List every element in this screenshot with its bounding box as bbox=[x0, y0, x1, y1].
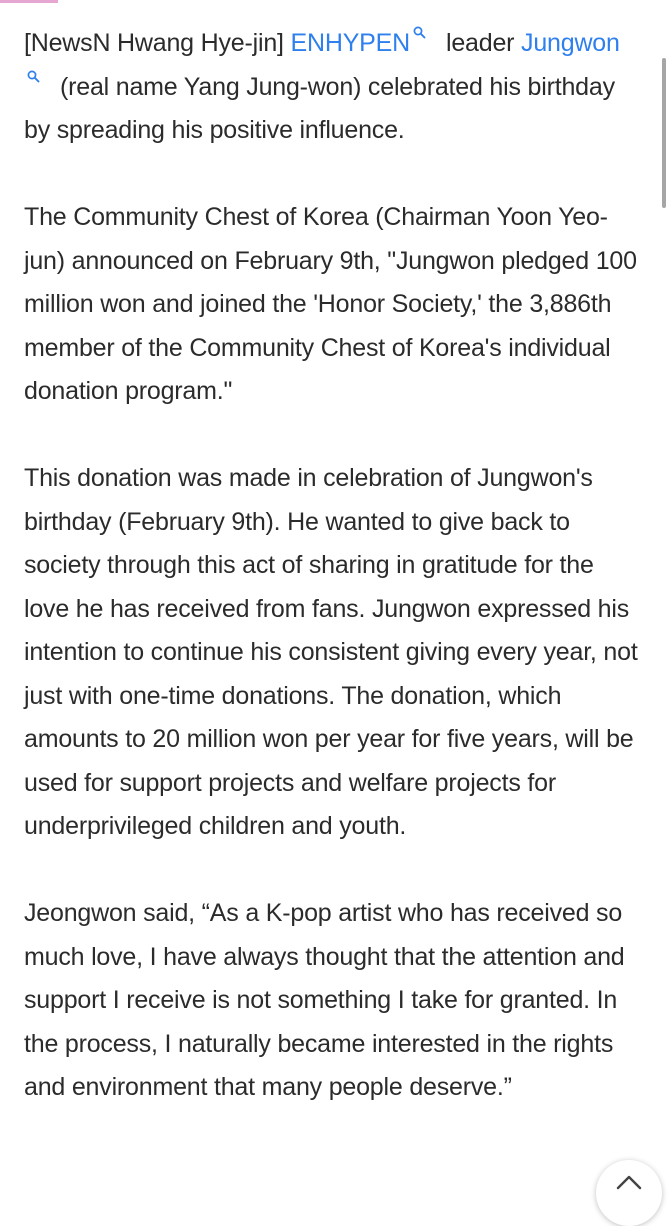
floating-action-button[interactable] bbox=[596, 1160, 662, 1226]
keyword-link-enhypen[interactable]: ENHYPEN bbox=[290, 29, 410, 57]
search-icon[interactable] bbox=[27, 70, 40, 83]
article-paragraph-2: The Community Chest of Korea (Chairman Yoon Yeo-jun) announced on February 9th, "Jungwon pledged 100 million won and joined the 'Honor Society,' the 3,886th member of the Community Chest of Korea's individual donation program." bbox=[24, 203, 637, 405]
paragraph-1-between: leader bbox=[445, 29, 522, 57]
article-body bbox=[24, 22, 644, 1153]
search-icon[interactable] bbox=[413, 26, 426, 39]
paragraph-1-suffix: (real name Yang Jung-won) celebrated his birthday by spreading his positive influence. bbox=[24, 72, 615, 144]
top-accent-bar bbox=[0, 0, 58, 3]
scrollbar[interactable] bbox=[661, 0, 669, 1200]
scroll-top-icon bbox=[613, 1171, 645, 1193]
byline-prefix: [NewsN Hwang Hye-jin] bbox=[24, 29, 291, 57]
article-paragraph-3: This donation was made in celebration of Jungwon's birthday (February 9th). He wanted to give back to society through this act of sharing in gratitude for the love he has received from fans. Jungwon expressed his intention to continue his consistent giving every year, not just with one-time donations. The donation, which amounts to 20 million won per year for five years, will be used for support projects and welfare projects for underprivileged children and youth. bbox=[24, 464, 638, 840]
keyword-link-jungwon[interactable]: Jungwon bbox=[521, 29, 620, 57]
article-paragraph-1 bbox=[24, 22, 644, 153]
article-paragraph-4: Jeongwon said, “As a K-pop artist who has received so much love, I have always thought that the attention and support I receive is not something I take for granted. In the process, I naturally became interested in the rights and environment that many people deserve.” bbox=[24, 899, 625, 1101]
scrollbar-thumb[interactable] bbox=[662, 58, 666, 208]
